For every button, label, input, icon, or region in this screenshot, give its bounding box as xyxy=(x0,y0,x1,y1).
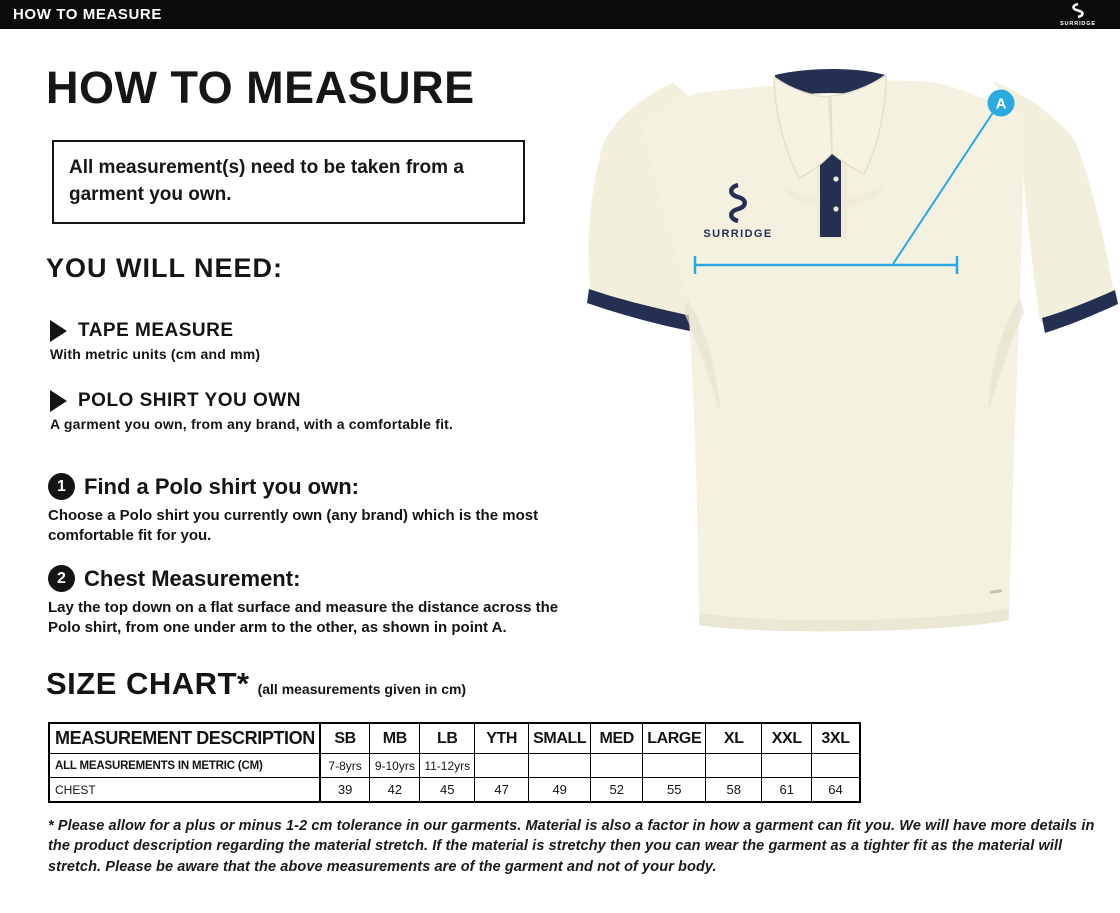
notice-box: All measurement(s) need to be taken from a garment you own. xyxy=(52,140,525,224)
cell: 45 xyxy=(420,778,475,803)
cell: 58 xyxy=(706,778,762,803)
step-title: Find a Polo shirt you own: xyxy=(84,473,359,499)
cell xyxy=(812,754,860,778)
need-item-description: With metric units (cm and mm) xyxy=(50,346,261,362)
cell: 52 xyxy=(591,778,643,803)
cell: 9-10yrs xyxy=(370,754,420,778)
need-item-title: POLO SHIRT YOU OWN xyxy=(78,390,301,411)
cell: 64 xyxy=(812,778,860,803)
table-row-metric xyxy=(49,754,860,778)
step-title: Chest Measurement: xyxy=(84,565,301,591)
tolerance-disclaimer: * Please allow for a plus or minus 1-2 cm tolerance in our garments. Material is also a factor in how a garment can fit you. We will have more details in the product description regarding the material stretch. If the material is stretchy then you can wear the garment as a tighter fit as the material will stretch. Please be aware that the above measurements are of the garment and not of your body. xyxy=(48,818,1095,875)
need-item-tape-measure xyxy=(50,320,260,362)
col-header: LB xyxy=(420,723,475,754)
cell: 42 xyxy=(370,778,420,803)
cell: 7-8yrs xyxy=(320,754,370,778)
cell: 39 xyxy=(320,778,370,803)
col-header: YTH xyxy=(475,723,529,754)
size-chart-heading xyxy=(46,666,466,702)
surridge-logo-icon xyxy=(1055,2,1101,27)
cell xyxy=(762,754,812,778)
size-chart-table xyxy=(48,722,861,803)
col-header: SB xyxy=(320,723,370,754)
cell: 55 xyxy=(643,778,706,803)
size-chart-subtitle: (all measurements given in cm) xyxy=(257,681,467,697)
cell xyxy=(706,754,762,778)
need-item-polo-shirt xyxy=(50,390,453,432)
triangle-bullet-icon xyxy=(50,320,67,342)
col-header: LARGE xyxy=(643,723,706,754)
polo-shirt-graphic xyxy=(578,33,1120,648)
button xyxy=(833,206,838,211)
size-chart-title: SIZE CHART* xyxy=(46,666,250,701)
table-header-row xyxy=(49,723,860,754)
cell: 11-12yrs xyxy=(420,754,475,778)
step-1 xyxy=(48,473,593,547)
you-will-need-heading: YOU WILL NEED: xyxy=(46,253,284,283)
col-header: 3XL xyxy=(812,723,860,754)
point-a-label: A xyxy=(995,95,1007,113)
col-header: SMALL xyxy=(529,723,591,754)
table-row-chest xyxy=(49,778,860,803)
top-bar-title: HOW TO MEASURE xyxy=(13,6,162,23)
row-label: ALL MEASUREMENTS IN METRIC (CM) xyxy=(49,754,320,778)
triangle-bullet-icon xyxy=(50,390,67,412)
col-header: MB xyxy=(370,723,420,754)
cell xyxy=(643,754,706,778)
need-item-title: TAPE MEASURE xyxy=(78,320,234,341)
cell xyxy=(591,754,643,778)
button xyxy=(833,176,838,181)
col-header: MEASUREMENT DESCRIPTION xyxy=(49,723,320,754)
top-bar xyxy=(0,0,1120,29)
step-number-badge: 2 xyxy=(48,565,75,592)
surridge-logo-graphic xyxy=(1055,2,1101,27)
cell xyxy=(529,754,591,778)
need-item-description: A garment you own, from any brand, with a comfortable fit. xyxy=(50,416,454,432)
step-2 xyxy=(48,565,593,639)
polo-shirt-illustration xyxy=(578,33,1120,648)
shirt-brand-text: SURRIDGE xyxy=(703,228,773,240)
cell: 49 xyxy=(529,778,591,803)
step-description: Choose a Polo shirt you currently own (any brand) which is the most comfortable fit for you. xyxy=(48,507,539,545)
col-header: MED xyxy=(591,723,643,754)
col-header: XXL xyxy=(762,723,812,754)
page-title: HOW TO MEASURE xyxy=(46,62,475,113)
cell: 61 xyxy=(762,778,812,803)
topbar-brand-text: SURRIDGE xyxy=(1060,21,1096,27)
step-description: Lay the top down on a flat surface and measure the distance across the Polo shirt, from one under arm to the other, as shown in point A. xyxy=(48,599,559,637)
cell xyxy=(475,754,529,778)
col-header: XL xyxy=(706,723,762,754)
cell: 47 xyxy=(475,778,529,803)
step-number-badge: 1 xyxy=(48,473,75,500)
row-label: CHEST xyxy=(49,778,320,803)
